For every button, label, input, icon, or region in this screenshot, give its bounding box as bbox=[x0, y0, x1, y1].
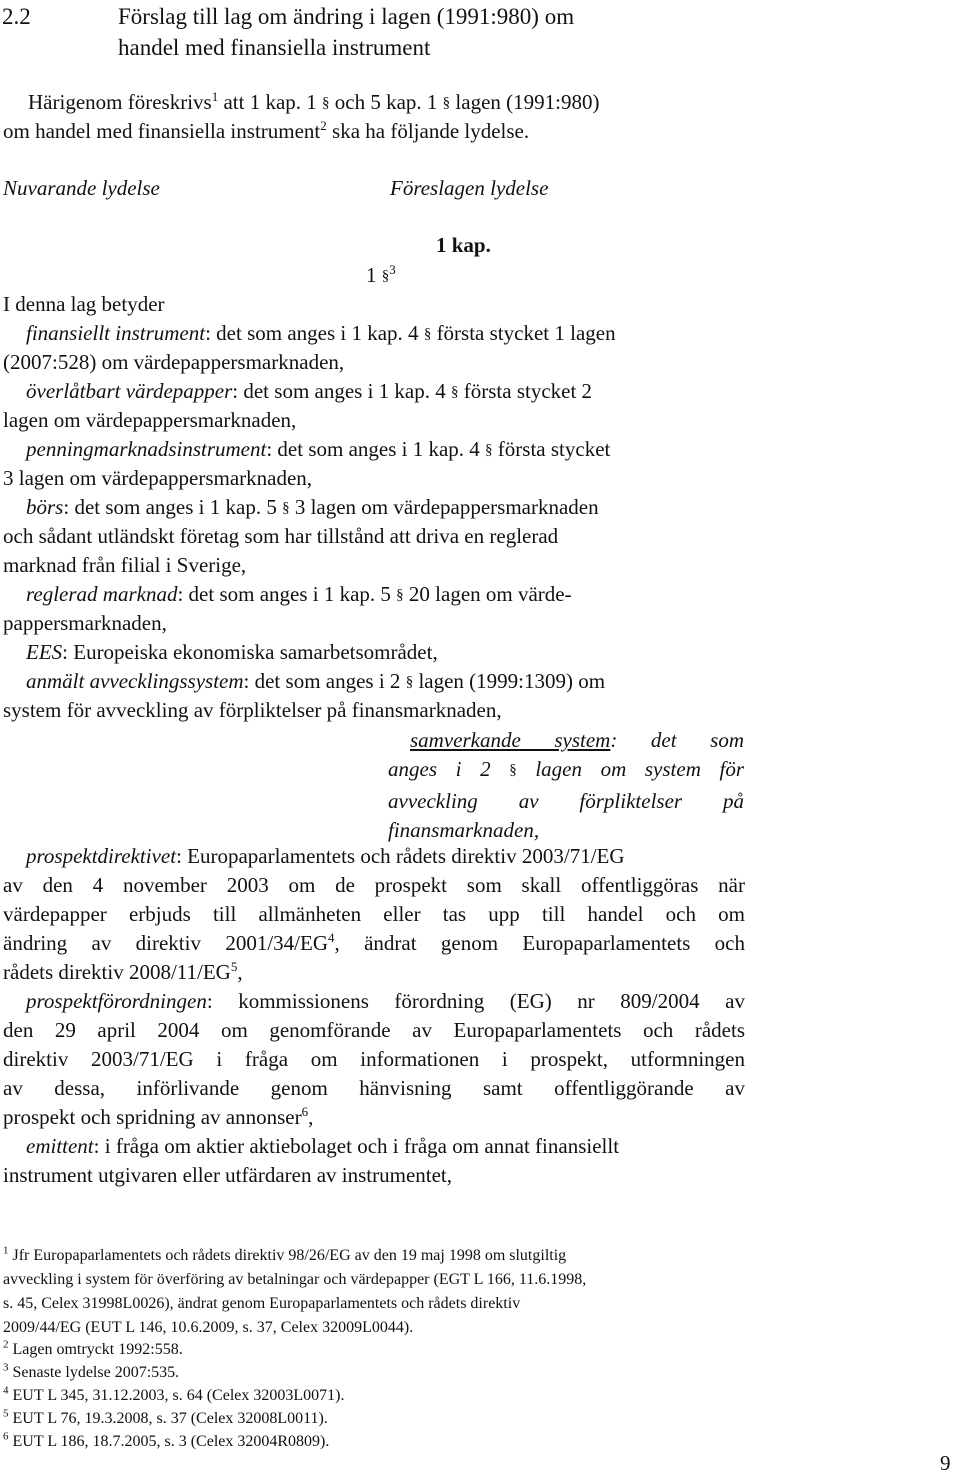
defined-term: finansiellt instrument bbox=[26, 321, 206, 345]
column-header-proposed: Föreslagen lydelse bbox=[390, 176, 549, 200]
footnote-number: 3 bbox=[3, 1361, 9, 1374]
footnote-5 bbox=[3, 1407, 328, 1430]
definition-text: : det som anges i 1 kap. 4 bbox=[232, 379, 451, 403]
defined-term: anmält avvecklingssystem bbox=[26, 669, 244, 693]
section-sign: § bbox=[282, 500, 290, 516]
definition-bors bbox=[26, 493, 599, 525]
body-line: marknad från filial i Sverige, bbox=[3, 553, 247, 577]
intro-text: ska ha följande lydelse. bbox=[326, 119, 530, 143]
footnote-1-line2: avveckling i system för överföring av betalningar och värdepapper (EGT L 166, 11.6.1998, bbox=[3, 1271, 587, 1288]
definition-text: : det som anges i 1 kap. 5 bbox=[63, 495, 283, 519]
footnote-1 bbox=[3, 1244, 566, 1267]
footnote-ref: 1 bbox=[211, 89, 219, 104]
definition-text: , bbox=[308, 1105, 314, 1129]
definition-text: första stycket 1 lagen bbox=[431, 321, 616, 345]
footnote-number: 2 bbox=[3, 1338, 9, 1351]
footnote-ref: 6 bbox=[301, 1104, 309, 1119]
footnote-text: EUT L 345, 31.12.2003, s. 64 (Celex 32003L0071). bbox=[8, 1387, 345, 1404]
defined-term: reglerad marknad bbox=[26, 582, 178, 606]
footnote-4 bbox=[3, 1384, 344, 1407]
paragraph-heading bbox=[366, 261, 396, 293]
definition-reglerad-marknad bbox=[26, 580, 572, 612]
body-line: direktiv 2003/71/EG i fråga om informationen i prospekt, utformningen bbox=[3, 1047, 745, 1071]
footnote-text: Senaste lydelse 2007:535. bbox=[8, 1364, 180, 1381]
definition-anmalt-avvecklingssystem bbox=[26, 667, 605, 699]
footnote-text: Jfr Europaparlamentets och rådets direktiv 98/26/EG av den 19 maj 1998 om slutgiltig bbox=[8, 1247, 567, 1264]
proposed-line: finansmarknaden, bbox=[388, 818, 540, 842]
defined-term: börs bbox=[26, 495, 64, 519]
definition-text: , ändrat genom Europaparlamentets och bbox=[334, 931, 746, 955]
definition-text: : i fråga om aktier aktiebolaget och i fråga om annat finansiellt bbox=[93, 1134, 620, 1158]
body-line: av dessa, införlivande genom hänvisning samt offentliggörande av bbox=[3, 1076, 745, 1100]
definition-text: första stycket 2 bbox=[458, 379, 593, 403]
footnote-ref: 5 bbox=[230, 959, 238, 974]
defined-term: emittent bbox=[26, 1134, 94, 1158]
section-sign: § bbox=[509, 762, 517, 778]
section-sign: § bbox=[405, 674, 414, 690]
proposed-line bbox=[388, 755, 744, 787]
footnote-ref: 3 bbox=[389, 262, 396, 277]
definition-text: : det som anges i 1 kap. 4 bbox=[205, 321, 424, 345]
definition-text: första stycket bbox=[492, 437, 611, 461]
section-sign: § bbox=[322, 95, 330, 111]
definition-text: 3 lagen om värdepappersmarknaden bbox=[289, 495, 599, 519]
defined-term: samverkande system bbox=[410, 728, 611, 752]
body-line: instrument utgivaren eller utfärdaren av instrumentet, bbox=[3, 1163, 453, 1187]
body-line bbox=[3, 929, 745, 958]
footnote-text: EUT L 76, 19.3.2008, s. 37 (Celex 32008L0011). bbox=[8, 1410, 328, 1427]
proposed-line bbox=[388, 726, 744, 755]
section-sign: § bbox=[423, 326, 432, 342]
defined-term: överlåtbart värdepapper bbox=[26, 379, 233, 403]
footnote-3 bbox=[3, 1361, 179, 1384]
definition-text: lagen om system för bbox=[516, 757, 744, 781]
footnote-text: Lagen omtryckt 1992:558. bbox=[8, 1341, 183, 1358]
footnote-number: 4 bbox=[3, 1384, 9, 1397]
intro-line1 bbox=[28, 88, 599, 120]
section-sign: § bbox=[485, 442, 493, 458]
intro-text: att 1 kap. 1 bbox=[218, 90, 323, 114]
proposed-definition-samverkande-system bbox=[388, 726, 744, 845]
paragraph-number: 1 bbox=[366, 263, 382, 287]
definition-text: ändring av direktiv 2001/34/EG bbox=[3, 931, 328, 955]
definition-text: 20 lagen om värde- bbox=[403, 582, 572, 606]
definition-text: : kommissionens förordning (EG) nr 809/2004 av bbox=[206, 989, 745, 1013]
intro-text: om handel med finansiella instrument bbox=[3, 119, 321, 143]
footnote-number: 6 bbox=[3, 1430, 9, 1443]
definition-text: : det som anges i 2 bbox=[243, 669, 406, 693]
definition-text: , bbox=[237, 960, 243, 984]
definition-prospektdirektivet bbox=[26, 842, 625, 871]
page-number: 9 bbox=[940, 1451, 951, 1475]
definition-text: lagen (1999:1309) om bbox=[413, 669, 606, 693]
body-line: den 29 april 2004 om genomförande av Europaparlamentets och rådets bbox=[3, 1018, 745, 1042]
section-number: 2.2 bbox=[2, 4, 31, 29]
definition-text: : det som anges i 1 kap. 5 bbox=[177, 582, 397, 606]
definition-overlatbart-vardepapper bbox=[26, 377, 592, 409]
intro-line2 bbox=[3, 117, 529, 146]
section-sign: § bbox=[381, 268, 390, 284]
body-line bbox=[3, 958, 243, 987]
intro-text: Härigenom föreskrivs bbox=[28, 90, 212, 114]
definition-finansiellt-instrument bbox=[26, 319, 616, 351]
chapter-heading: 1 kap. bbox=[436, 233, 491, 257]
column-header-current: Nuvarande lydelse bbox=[3, 176, 160, 200]
footnote-1-line3: s. 45, Celex 31998L0026), ändrat genom Europaparlamentets och rådets direktiv bbox=[3, 1295, 521, 1312]
body-line bbox=[3, 1103, 313, 1132]
intro-text: lagen (1991:980) bbox=[450, 90, 600, 114]
body-line: (2007:528) om värdepappersmarknaden, bbox=[3, 350, 345, 374]
definition-ees bbox=[26, 638, 438, 667]
footnote-6 bbox=[3, 1430, 329, 1453]
body-line: och sådant utländskt företag som har tillstånd att driva en reglerad bbox=[3, 524, 559, 548]
body-line: av den 4 november 2003 om de prospekt som skall offentliggöras när bbox=[3, 873, 745, 897]
proposed-line: avveckling av förpliktelser på bbox=[388, 789, 744, 813]
body-line: system för avveckling av förpliktelser på finansmarknaden, bbox=[3, 698, 502, 722]
body-line: värdepapper erbjuds till allmänheten eller tas upp till handel och om bbox=[3, 902, 745, 926]
section-sign: § bbox=[442, 95, 451, 111]
intro-text: och 5 kap. 1 bbox=[329, 90, 443, 114]
defined-term: EES bbox=[26, 640, 63, 664]
definition-text: : Europaparlamentets och rådets direktiv 2003/71/EG bbox=[176, 844, 625, 868]
section-sign: § bbox=[396, 587, 404, 603]
body-line: pappersmarknaden, bbox=[3, 611, 167, 635]
footnote-number: 1 bbox=[3, 1244, 9, 1257]
definition-prospektforordningen bbox=[26, 987, 745, 1016]
definition-text: prospekt och spridning av annonser bbox=[3, 1105, 302, 1129]
footnote-text: EUT L 186, 18.7.2005, s. 3 (Celex 32004R0809). bbox=[8, 1433, 330, 1450]
section-sign: § bbox=[451, 384, 459, 400]
defined-term: prospektdirektivet bbox=[26, 844, 177, 868]
footnote-2 bbox=[3, 1338, 183, 1361]
definition-text: : det som anges i 1 kap. 4 bbox=[266, 437, 486, 461]
section-title-line2: handel med finansiella instrument bbox=[118, 35, 431, 60]
definition-penningmarknadsinstrument bbox=[26, 435, 610, 467]
footnote-number: 5 bbox=[3, 1407, 9, 1420]
body-line: lagen om värdepappersmarknaden, bbox=[3, 408, 297, 432]
footnote-1-line4: 2009/44/EG (EUT L 146, 10.6.2009, s. 37, Celex 32009L0044). bbox=[3, 1319, 414, 1336]
definition-text: : det som bbox=[610, 728, 744, 752]
definition-emittent bbox=[26, 1132, 619, 1161]
section-title-line1: Förslag till lag om ändring i lagen (1991:980) om bbox=[118, 4, 575, 29]
footnote-ref: 4 bbox=[328, 930, 335, 945]
defined-term: penningmarknadsinstrument bbox=[26, 437, 267, 461]
body-line: 3 lagen om värdepappersmarknaden, bbox=[3, 466, 313, 490]
footnote-ref: 2 bbox=[320, 118, 327, 133]
body-line: I denna lag betyder bbox=[3, 292, 165, 316]
definition-text: rådets direktiv 2008/11/EG bbox=[3, 960, 231, 984]
definition-text: : Europeiska ekonomiska samarbetsområdet, bbox=[62, 640, 438, 664]
definition-text: anges i 2 bbox=[388, 757, 510, 781]
defined-term: prospektförordningen bbox=[26, 989, 207, 1013]
